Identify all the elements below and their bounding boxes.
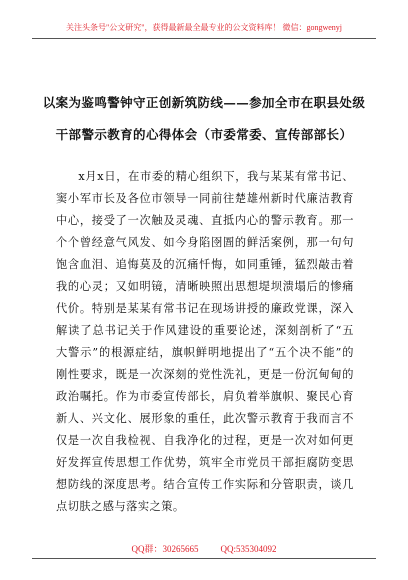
page-footer [0,542,408,555]
document-title-line-2: 干部警示教育的心得体会（市委常委、宣传部部长） [55,127,353,142]
page-header: 关注头条号"公文研究"，获得最新最全最专业的公文资料库！ 微信：gongwenyj [65,23,343,32]
footer-divider [32,558,376,559]
header-divider [32,38,376,39]
body-paragraph: x月x日，在市委的精心组织下，我与某某有常书记、窦小军市长及各位市领导一同前往楚雄州新时代廉洁教育中心，接受了一次触及灵魂、直抵内心的警示教育。那一个个曾经意气风发、如今身陷囹圄的鲜活案例，那一句句饱含血泪、追悔莫及的沉痛忏悔，如同重锤，猛烈敲击着我的心灵；又如明镜，清晰映照出思想堤坝溃塌后的惨痛代价。特别是某某有常书记在现场讲授的廉政党课，深入解读了总书记关于作风建设的重要论述，深刻剖析了“五大警示”的根源症结，旗帜鲜明地提出了“五个决不能”的刚性要求，既是一次深刻的党性洗礼，更是一份沉甸甸的政治嘱托。作为市委宣传部长，肩负着举旗帜、聚民心育新人、兴文化、展形象的重任，此次警示教育于我而言不仅是一次自我检视、自我净化的过程，更是一次对如何更好发挥宣传思想工作优势，筑牢全市党员干部拒腐防变思想防线的深度思考。结合宣传工作实际和分管职责，谈几点切肤之感与落实之策。 [56,170,354,513]
footer-qq-group: QQ群：30265665 [131,544,199,554]
footer-qq-number: QQ:535304092 [220,544,277,554]
document-title-line-1: 以案为鉴鸣警钟守正创新筑防线——参加全市在职县处级 [42,95,366,110]
